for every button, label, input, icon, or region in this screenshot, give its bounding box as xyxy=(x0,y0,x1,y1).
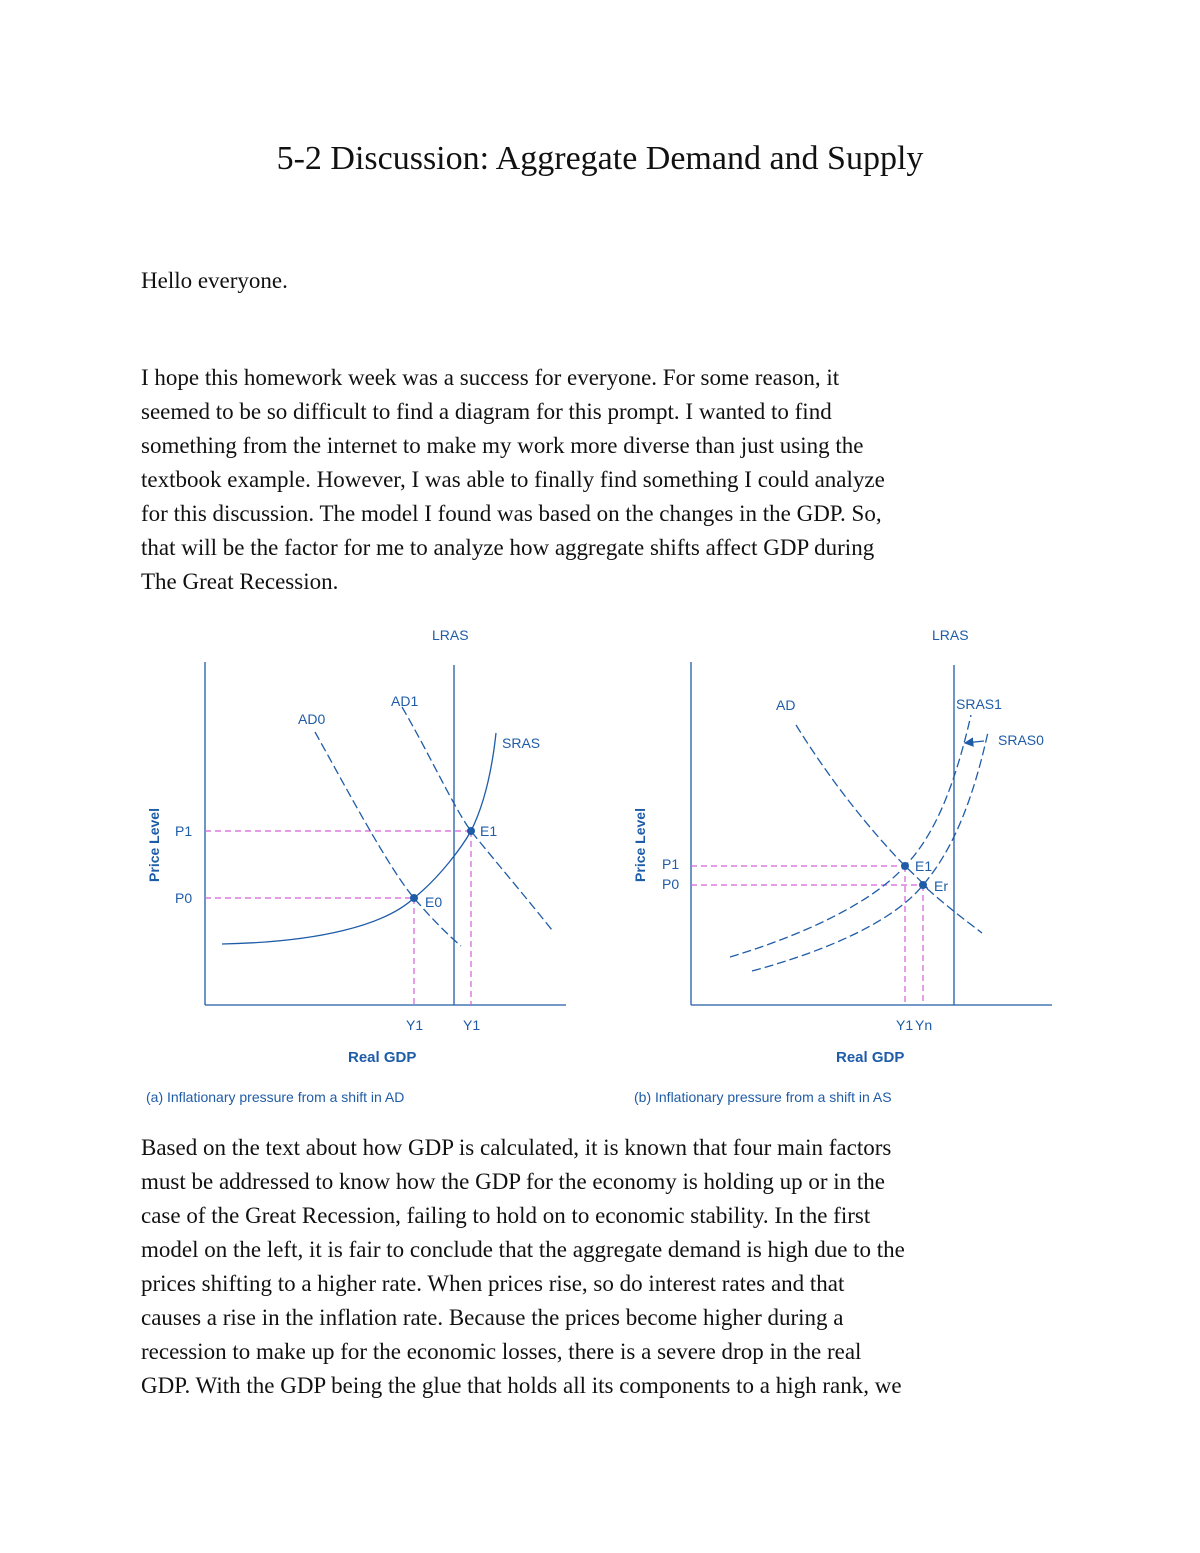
panel-b xyxy=(632,627,1052,1105)
panel-a-p0-label: P0 xyxy=(175,890,193,906)
panel-a-sras-curve xyxy=(222,733,496,944)
panel-b-shift-arrow xyxy=(965,741,984,743)
paragraph-line: must be addressed to know how the GDP for the economy is holding up or in the xyxy=(141,1169,885,1194)
panel-b-e1-label: E1 xyxy=(915,858,933,874)
panel-b-sras1-label: SRAS1 xyxy=(956,696,1002,712)
panel-b-er-point xyxy=(919,881,927,889)
panel-b-x-axis-label: Real GDP xyxy=(836,1049,905,1066)
paragraph-line: Based on the text about how GDP is calculated, it is known that four main factors xyxy=(141,1135,892,1160)
paragraph-line: something from the internet to make my work more diverse than just using the xyxy=(141,433,864,458)
panel-a-y-axis-label: Price Level xyxy=(146,808,162,882)
panel-a-caption: (a) Inflationary pressure from a shift in AD xyxy=(146,1089,405,1105)
document-title: 5-2 Discussion: Aggregate Demand and Supply xyxy=(276,140,924,177)
panel-a-e0-label: E0 xyxy=(425,894,443,910)
ad-as-diagrams xyxy=(130,615,1070,1115)
panel-a-e0-point xyxy=(410,894,418,902)
greeting xyxy=(141,264,1071,298)
panel-b-p1-label: P1 xyxy=(662,856,680,872)
paragraph-2 xyxy=(141,1131,1071,1403)
paragraph-line: case of the Great Recession, failing to hold on to economic stability. In the first xyxy=(141,1203,871,1228)
panel-a-x-axis-label: Real GDP xyxy=(348,1049,417,1066)
panel-a xyxy=(146,627,566,1105)
paragraph-line: GDP. With the GDP being the glue that holds all its components to a high rank, we xyxy=(141,1373,902,1398)
paragraph-line: for this discussion. The model I found was based on the changes in the GDP. So, xyxy=(141,501,882,526)
greeting-line: Hello everyone. xyxy=(141,268,288,293)
panel-b-er-label: Er xyxy=(934,878,948,894)
panel-b-sras0-label: SRAS0 xyxy=(998,732,1044,748)
paragraph-line: that will be the factor for me to analyze how aggregate shifts affect GDP during xyxy=(141,535,875,560)
panel-a-y1-left-label: Y1 xyxy=(406,1017,424,1033)
panel-b-sras0-curve xyxy=(752,732,988,971)
panel-b-y-axis-label: Price Level xyxy=(632,808,648,882)
panel-b-lras-label: LRAS xyxy=(932,627,969,643)
paragraph-line: textbook example. However, I was able to finally find something I could analyze xyxy=(141,467,885,492)
panel-b-p0-label: P0 xyxy=(662,876,680,892)
panel-a-ad0-curve xyxy=(315,732,461,946)
panel-b-yn-label: Yn xyxy=(915,1017,933,1033)
paragraph-line: model on the left, it is fair to conclude that the aggregate demand is high due to the xyxy=(141,1237,905,1262)
panel-b-caption: (b) Inflationary pressure from a shift in AS xyxy=(634,1089,892,1105)
paragraph-line: I hope this homework week was a success for everyone. For some reason, it xyxy=(141,365,840,390)
panel-b-ad-label: AD xyxy=(776,697,796,713)
panel-b-y1-label: Y1 xyxy=(896,1017,914,1033)
paragraph-line: causes a rise in the inflation rate. Because the prices become higher during a xyxy=(141,1305,844,1330)
panel-a-sras-label: SRAS xyxy=(502,735,541,751)
panel-a-e1-point xyxy=(467,827,475,835)
panel-b-e1-point xyxy=(901,862,909,870)
panel-a-e1-label: E1 xyxy=(480,823,498,839)
panel-a-ad1-label: AD1 xyxy=(391,693,419,709)
panel-b-sras1-curve xyxy=(730,715,971,957)
panel-a-p1-label: P1 xyxy=(175,823,193,839)
paragraph-line: recession to make up for the economic losses, there is a severe drop in the real xyxy=(141,1339,862,1364)
ad-as-figure xyxy=(130,615,1070,1115)
paragraph-line: seemed to be so difficult to find a diagram for this prompt. I wanted to find xyxy=(141,399,832,424)
paragraph-line: The Great Recession. xyxy=(141,569,339,594)
paragraph-1 xyxy=(141,361,1071,599)
panel-a-y1-right-label: Y1 xyxy=(463,1017,481,1033)
panel-a-lras-label: LRAS xyxy=(432,627,469,643)
panel-a-ad0-label: AD0 xyxy=(298,711,326,727)
paragraph-line: prices shifting to a higher rate. When prices rise, so do interest rates and that xyxy=(141,1271,845,1296)
